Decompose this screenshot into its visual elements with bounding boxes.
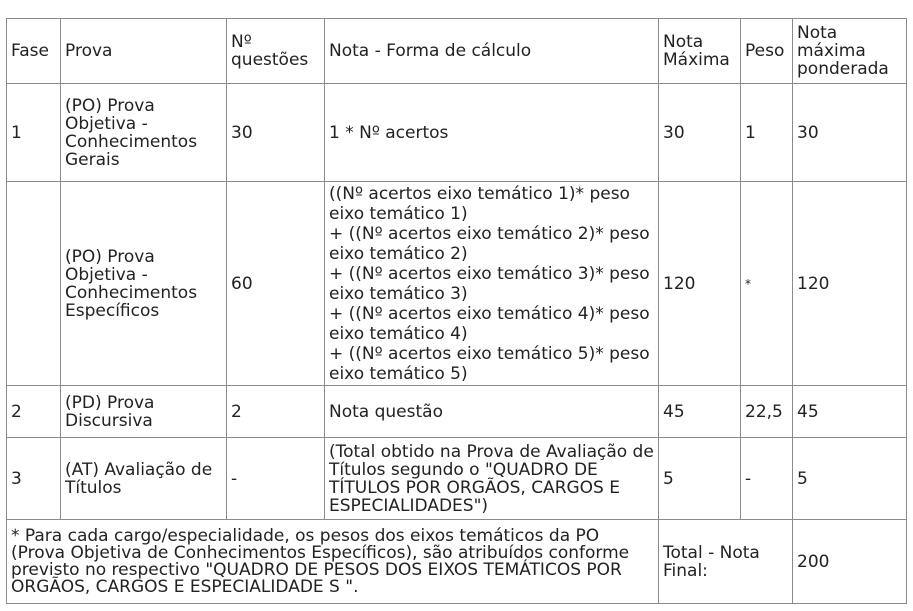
footer-row [7, 520, 907, 604]
formula-line: ((Nº acertos eixo temático 1)* peso [329, 183, 630, 204]
scoring-table [6, 18, 907, 604]
cell-nota-maxima: 30 [659, 84, 741, 182]
table-row [7, 84, 907, 182]
header-nota-ponderada: Nota máxima ponderada [793, 19, 907, 84]
header-peso: Peso [741, 19, 793, 84]
formula-line: + ((Nº acertos eixo temático 3)* peso [329, 263, 650, 284]
formula-line: eixo temático 4) [329, 323, 468, 344]
cell-fase: 3 [7, 438, 61, 520]
header-nquestoes: Nº questões [227, 19, 325, 84]
formula-line: + ((Nº acertos eixo temático 2)* peso [329, 223, 650, 244]
cell-prova: (PO) Prova Objetiva - Conhecimentos Específicos [61, 182, 227, 386]
cell-nota: 1 * Nº acertos [325, 84, 659, 182]
cell-questoes: 30 [227, 84, 325, 182]
cell-prova: (PO) Prova Objetiva - Conhecimentos Gerais [61, 84, 227, 182]
cell-nota-maxima: 5 [659, 438, 741, 520]
cell-fase [7, 182, 61, 386]
table-row [7, 438, 907, 520]
formula-line: eixo temático 2) [329, 243, 468, 264]
formula-line: eixo temático 3) [329, 283, 468, 304]
cell-peso: * [741, 182, 793, 386]
cell-nota-maxima: 120 [659, 182, 741, 386]
cell-nota: (Total obtido na Prova de Avaliação de Títulos segundo o "QUADRO DE TÍTULOS POR ORGÃOS, CARGOS E ESPECIALIDADES") [325, 438, 659, 520]
cell-nota-ponderada: 120 [793, 182, 907, 386]
cell-prova: (PD) Prova Discursiva [61, 386, 227, 438]
cell-questoes: 2 [227, 386, 325, 438]
header-nota-maxima: Nota Máxima [659, 19, 741, 84]
cell-nota-ponderada: 30 [793, 84, 907, 182]
cell-fase: 1 [7, 84, 61, 182]
cell-nota-ponderada: 45 [793, 386, 907, 438]
total-label: Total - Nota Final: [659, 520, 793, 604]
cell-fase: 2 [7, 386, 61, 438]
header-nota-calculo: Nota - Forma de cálculo [325, 19, 659, 84]
cell-peso: 22,5 [741, 386, 793, 438]
cell-peso: - [741, 438, 793, 520]
formula-line: eixo temático 5) [329, 363, 468, 384]
cell-nota-maxima: 45 [659, 386, 741, 438]
table-row [7, 386, 907, 438]
cell-nota-ponderada: 5 [793, 438, 907, 520]
total-value: 200 [793, 520, 907, 604]
cell-prova: (AT) Avaliação de Títulos [61, 438, 227, 520]
cell-peso: 1 [741, 84, 793, 182]
table-row [7, 182, 907, 386]
header-fase: Fase [7, 19, 61, 84]
cell-questoes: 60 [227, 182, 325, 386]
formula-line: + ((Nº acertos eixo temático 5)* peso [329, 343, 650, 364]
cell-nota: Nota questão [325, 386, 659, 438]
formula-line: + ((Nº acertos eixo temático 4)* peso [329, 303, 650, 324]
cell-questoes: - [227, 438, 325, 520]
formula-line: eixo temático 1) [329, 203, 468, 224]
cell-formula [325, 182, 659, 386]
header-row [7, 19, 907, 84]
header-prova: Prova [61, 19, 227, 84]
footnote: * Para cada cargo/especialidade, os pesos dos eixos temáticos da PO (Prova Objetiva de Conhecimentos Específicos), são atribuídos conforme previsto no respectivo "QUADRO DE PESOS DOS EIXOS TEMÁTICOS POR ORGÃOS, CARGOS E ESPECIALIDADE S ". [7, 520, 659, 604]
